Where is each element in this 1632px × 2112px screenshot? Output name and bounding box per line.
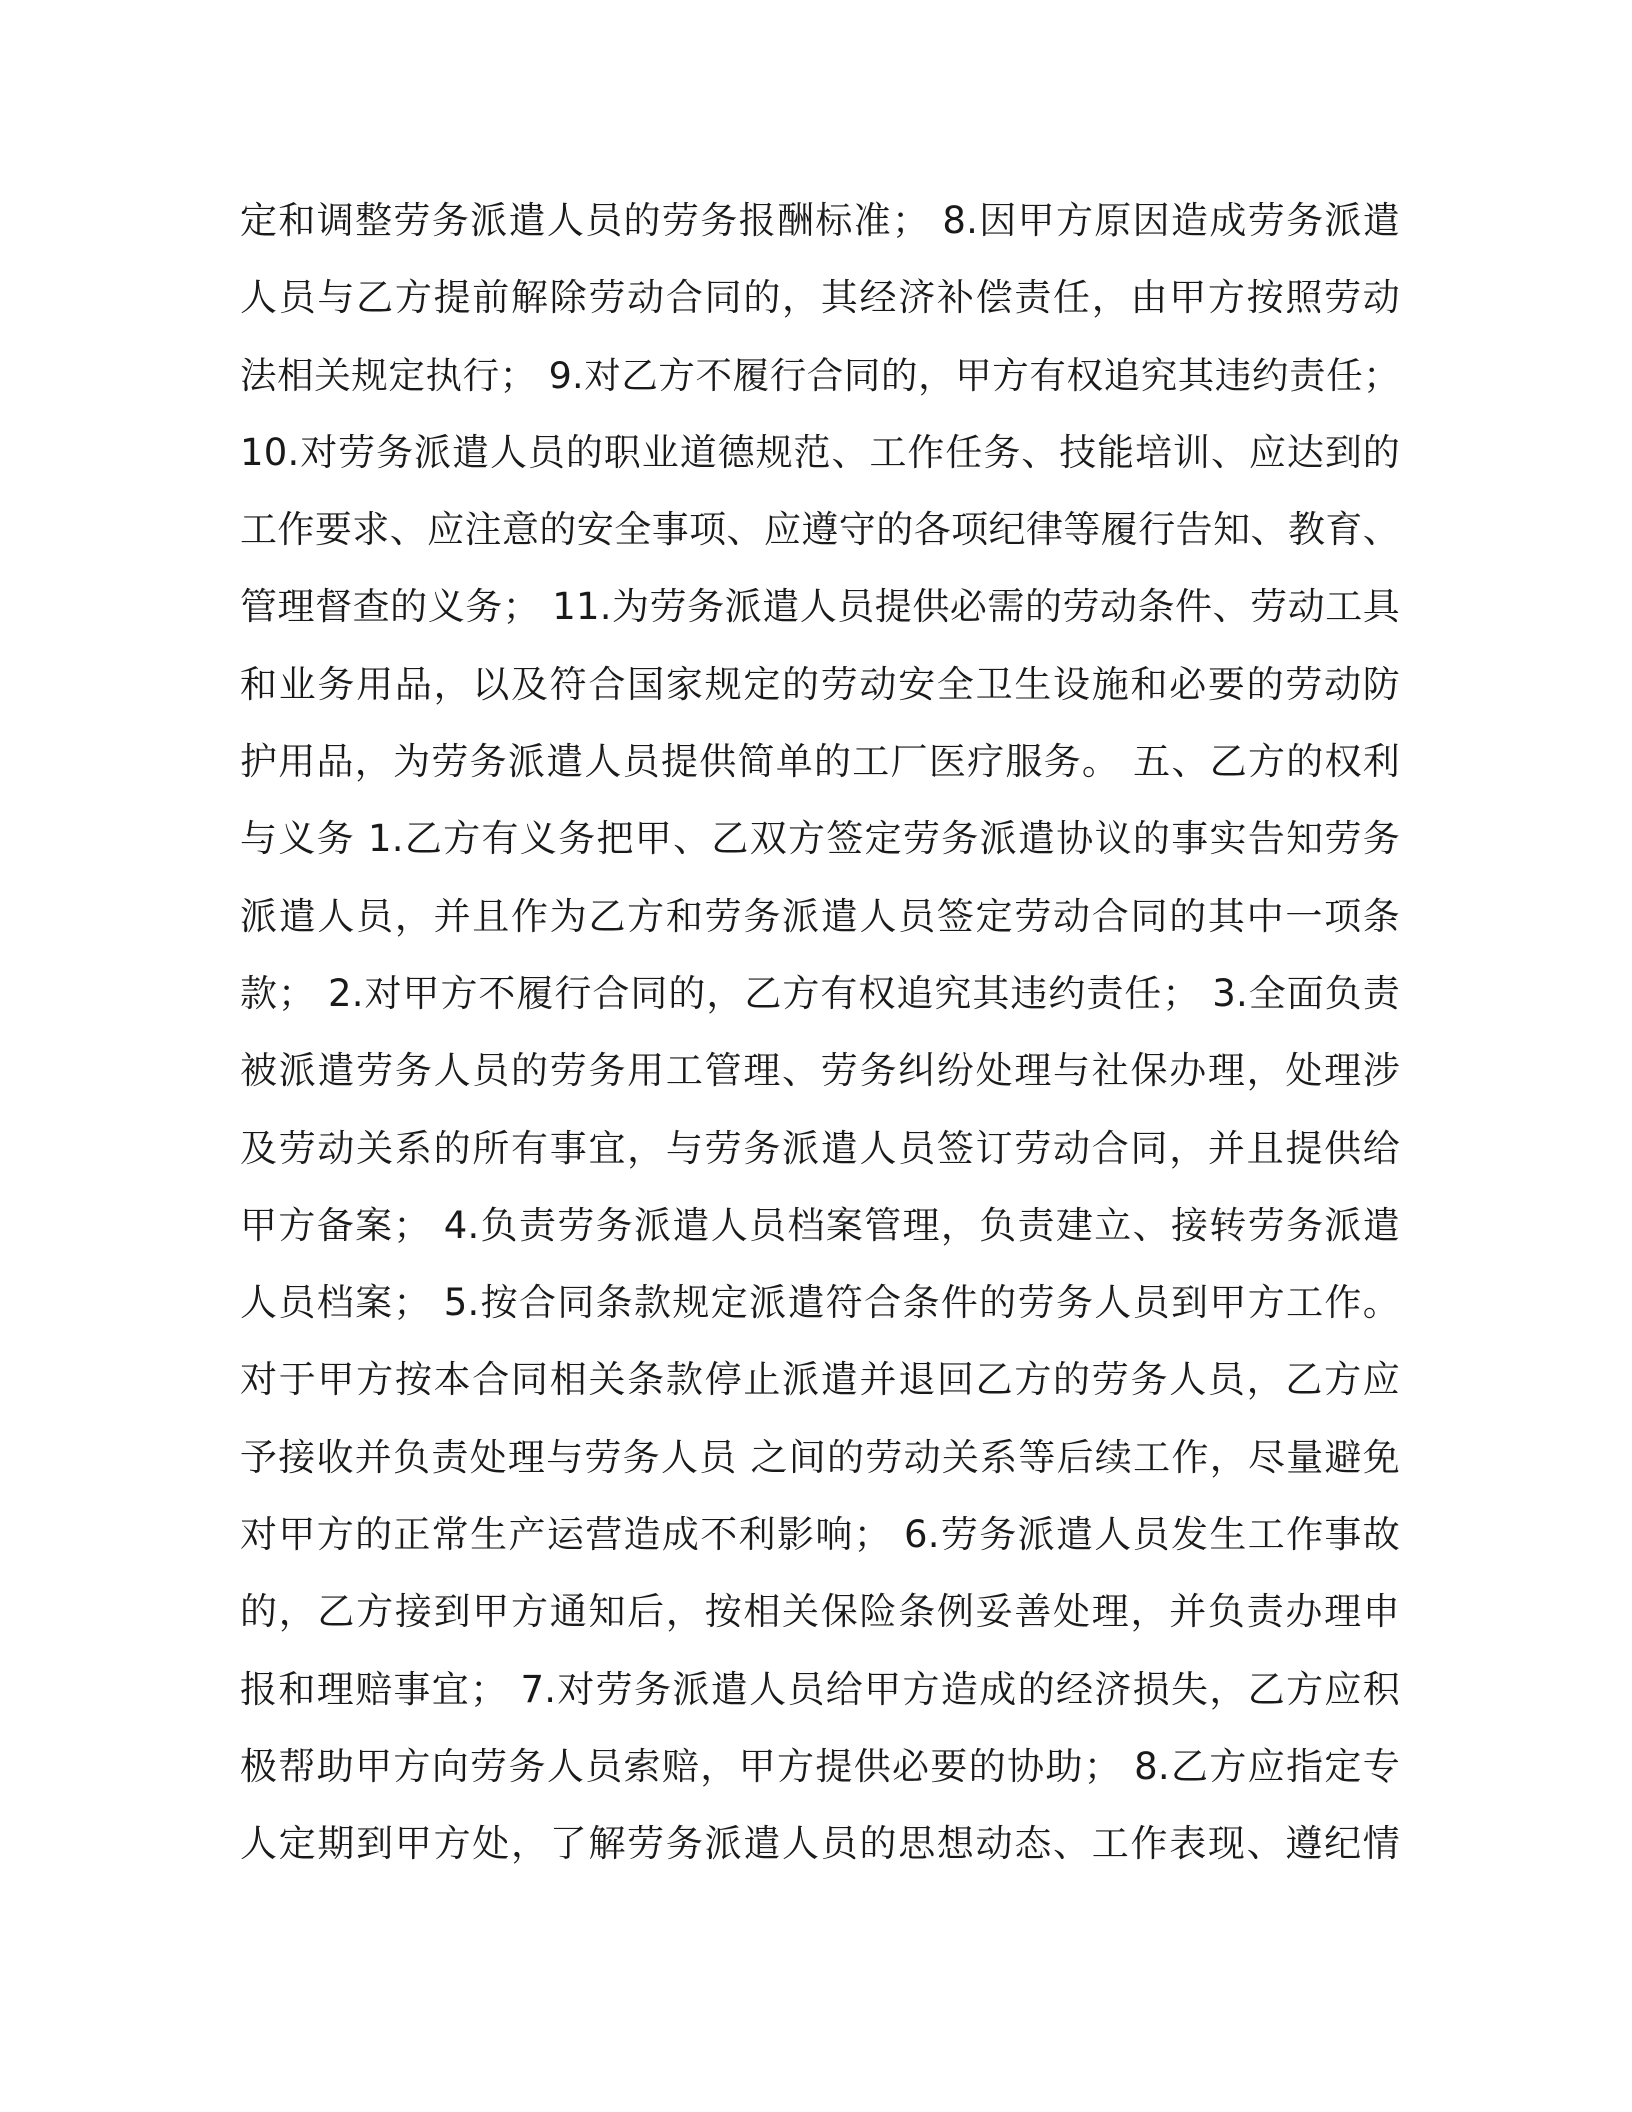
text-line: 极帮助甲方向劳务人员索赔，甲方提供必要的协助； 8.乙方应指定专 xyxy=(240,1744,1400,1788)
text-line: 法相关规定执行； 9.对乙方不履行合同的，甲方有权追究其违约责任； xyxy=(240,353,1400,397)
text-line: 护用品，为劳务派遣人员提供简单的工厂医疗服务。 五、乙方的权利 xyxy=(240,740,1400,784)
text-line: 定和调整劳务派遣人员的劳务报酬标准； 8.因甲方原因造成劳务派遣 xyxy=(240,199,1400,242)
text-line: 10.对劳务派遣人员的职业道德规范、工作任务、技能培训、应达到的 xyxy=(240,430,1400,474)
text-line: 对于甲方按本合同相关条款停止派遣并退回乙方的劳务人员，乙方应 xyxy=(240,1358,1400,1402)
text-line: 报和理赔事宜； 7.对劳务派遣人员给甲方造成的经济损失，乙方应积 xyxy=(240,1667,1400,1711)
text-line: 工作要求、应注意的安全事项、应遵守的各项纪律等履行告知、教育、 xyxy=(240,508,1400,552)
contract-body-text xyxy=(240,182,1400,1883)
text-line: 人员档案； 5.按合同条款规定派遣符合条件的劳务人员到甲方工作。 xyxy=(240,1281,1400,1325)
text-line: 款； 2.对甲方不履行合同的，乙方有权追究其违约责任； 3.全面负责 xyxy=(240,971,1400,1015)
text-line: 的，乙方接到甲方通知后，按相关保险条例妥善处理，并负责办理申 xyxy=(240,1590,1400,1634)
text-line: 人员与乙方提前解除劳动合同的，其经济补偿责任，由甲方按照劳动 xyxy=(240,276,1400,320)
text-line: 管理督查的义务； 11.为劳务派遣人员提供必需的劳动条件、劳动工具 xyxy=(240,585,1400,629)
text-line: 及劳动关系的所有事宜，与劳务派遣人员签订劳动合同，并且提供给 xyxy=(240,1126,1400,1170)
text-line: 与义务 1.乙方有义务把甲、乙双方签定劳务派遣协议的事实告知劳务 xyxy=(240,817,1400,861)
text-line: 派遣人员，并且作为乙方和劳务派遣人员签定劳动合同的其中一项条 xyxy=(240,894,1400,938)
text-line: 被派遣劳务人员的劳务用工管理、劳务纠纷处理与社保办理，处理涉 xyxy=(240,1049,1400,1093)
text-line: 予接收并负责处理与劳务人员 之间的劳动关系等后续工作，尽量避免 xyxy=(240,1435,1400,1479)
text-line: 甲方备案； 4.负责劳务派遣人员档案管理，负责建立、接转劳务派遣 xyxy=(240,1203,1400,1247)
text-line: 对甲方的正常生产运营造成不利影响； 6.劳务派遣人员发生工作事故 xyxy=(240,1513,1400,1557)
text-line: 人定期到甲方处，了解劳务派遣人员的思想动态、工作表现、遵纪情 xyxy=(240,1822,1400,1866)
text-line: 和业务用品，以及符合国家规定的劳动安全卫生设施和必要的劳动防 xyxy=(240,662,1400,706)
